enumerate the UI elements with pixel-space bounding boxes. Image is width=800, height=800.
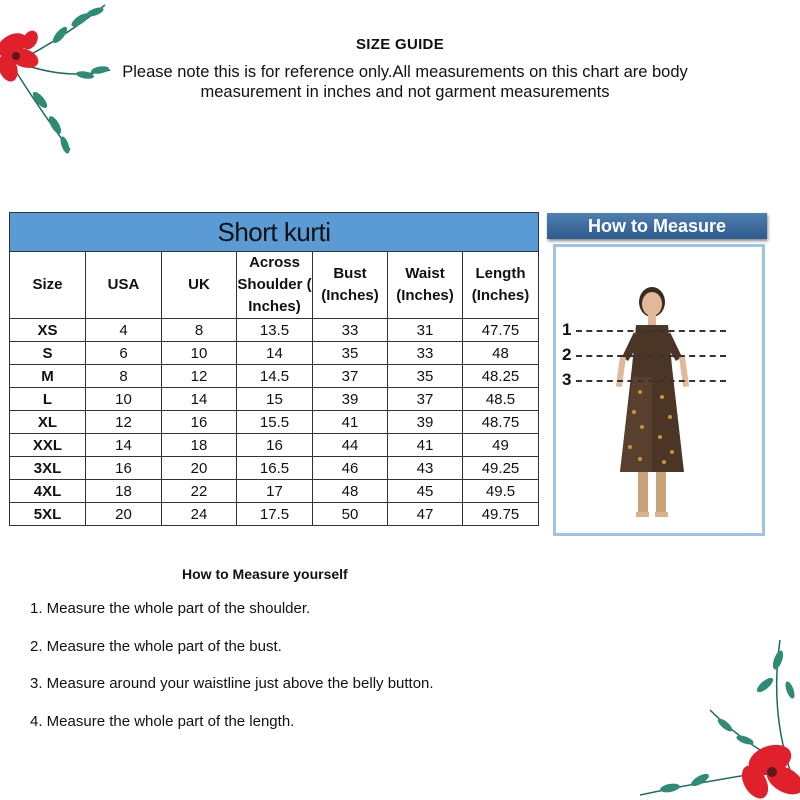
table-row: [10, 480, 539, 503]
table-cell: 35: [313, 342, 388, 365]
floral-decoration-bottom-right: [630, 630, 800, 800]
measure-line-waist: [576, 380, 726, 382]
how-to-measure-banner: How to Measure: [547, 213, 767, 239]
table-cell: 48.5: [463, 388, 539, 411]
size-label-cell: M: [10, 365, 86, 388]
instructions-list: [30, 600, 434, 750]
table-cell: 50: [313, 503, 388, 526]
table-cell: 17: [237, 480, 313, 503]
measure-line-shoulder: [576, 330, 726, 332]
table-cell: 37: [388, 388, 463, 411]
reference-note: Please note this is for reference only.All measurements on this chart are body measurement in inches and not garment measurements: [122, 63, 688, 101]
page-title: SIZE GUIDE: [355, 36, 444, 53]
table-row: [10, 319, 539, 342]
size-label-cell: L: [10, 388, 86, 411]
table-row: [10, 503, 539, 526]
measure-marker-shoulder: 1: [562, 320, 572, 339]
instruction-step: 2. Measure the whole part of the bust.: [30, 637, 282, 655]
table-cell: 48: [313, 480, 388, 503]
table-cell: 41: [388, 434, 463, 457]
table-cell: 49.25: [463, 457, 539, 480]
size-chart-table: [9, 212, 539, 526]
size-label-cell: S: [10, 342, 86, 365]
size-label-cell: XS: [10, 319, 86, 342]
table-cell: 16.5: [237, 457, 313, 480]
table-row: [10, 434, 539, 457]
table-title: Short kurti: [10, 213, 539, 252]
table-cell: 15.5: [237, 411, 313, 434]
measure-line-bust: [576, 355, 726, 357]
table-cell: 18: [162, 434, 237, 457]
table-cell: 16: [86, 457, 162, 480]
table-cell: 8: [162, 319, 237, 342]
table-cell: 15: [237, 388, 313, 411]
table-row: [10, 411, 539, 434]
table-row: [10, 457, 539, 480]
table-cell: 31: [388, 319, 463, 342]
table-cell: 24: [162, 503, 237, 526]
column-header: Bust (Inches): [313, 252, 388, 319]
table-cell: 20: [86, 503, 162, 526]
table-cell: 48.75: [463, 411, 539, 434]
table-cell: 33: [313, 319, 388, 342]
instruction-step: 3. Measure around your waistline just above the belly button.: [30, 675, 434, 692]
table-cell: 12: [162, 365, 237, 388]
table-row: [10, 388, 539, 411]
table-cell: 8: [86, 365, 162, 388]
table-cell: 20: [162, 457, 237, 480]
table-row: [10, 365, 539, 388]
column-header: Length (Inches): [463, 252, 539, 319]
table-cell: 48: [463, 342, 539, 365]
column-header: UK: [162, 252, 237, 319]
table-cell: 37: [313, 365, 388, 388]
table-header-row: [10, 252, 539, 319]
table-cell: 16: [237, 434, 313, 457]
table-cell: 33: [388, 342, 463, 365]
measure-illustration: [553, 244, 765, 536]
column-header: USA: [86, 252, 162, 319]
table-cell: 41: [313, 411, 388, 434]
table-cell: 46: [313, 457, 388, 480]
table-cell: 48.25: [463, 365, 539, 388]
instruction-step: 1. Measure the whole part of the shoulder.: [30, 600, 311, 617]
model-figure-illustration: [556, 247, 762, 533]
table-cell: 14: [237, 342, 313, 365]
table-cell: 45: [388, 480, 463, 503]
table-cell: 47: [388, 503, 463, 526]
table-cell: 49.5: [463, 480, 539, 503]
table-cell: 39: [313, 388, 388, 411]
table-cell: 22: [162, 480, 237, 503]
table-cell: 6: [86, 342, 162, 365]
table-row: [10, 342, 539, 365]
table-cell: 14.5: [237, 365, 313, 388]
table-cell: 10: [86, 388, 162, 411]
column-header: Waist (Inches): [388, 252, 463, 319]
table-cell: 17.5: [237, 503, 313, 526]
table-cell: 10: [162, 342, 237, 365]
column-header: Size: [10, 252, 86, 319]
table-cell: 49.75: [463, 503, 539, 526]
size-label-cell: 3XL: [10, 457, 86, 480]
size-label-cell: XL: [10, 411, 86, 434]
table-cell: 35: [388, 365, 463, 388]
instructions-title: How to Measure yourself: [182, 566, 348, 582]
table-cell: 43: [388, 457, 463, 480]
measure-marker-bust: 2: [562, 345, 572, 364]
table-cell: 14: [162, 388, 237, 411]
table-cell: 49: [463, 434, 539, 457]
table-cell: 39: [388, 411, 463, 434]
table-cell: 12: [86, 411, 162, 434]
table-cell: 14: [86, 434, 162, 457]
measure-marker-waist: 3: [562, 370, 572, 389]
table-cell: 47.75: [463, 319, 539, 342]
instruction-step: 4. Measure the whole part of the length.: [30, 712, 295, 730]
size-label-cell: XXL: [10, 434, 86, 457]
column-header: Across Shoulder ( Inches): [237, 252, 313, 319]
table-cell: 44: [313, 434, 388, 457]
size-label-cell: 5XL: [10, 503, 86, 526]
table-cell: 13.5: [237, 319, 313, 342]
size-label-cell: 4XL: [10, 480, 86, 503]
table-cell: 18: [86, 480, 162, 503]
table-cell: 16: [162, 411, 237, 434]
table-cell: 4: [86, 319, 162, 342]
